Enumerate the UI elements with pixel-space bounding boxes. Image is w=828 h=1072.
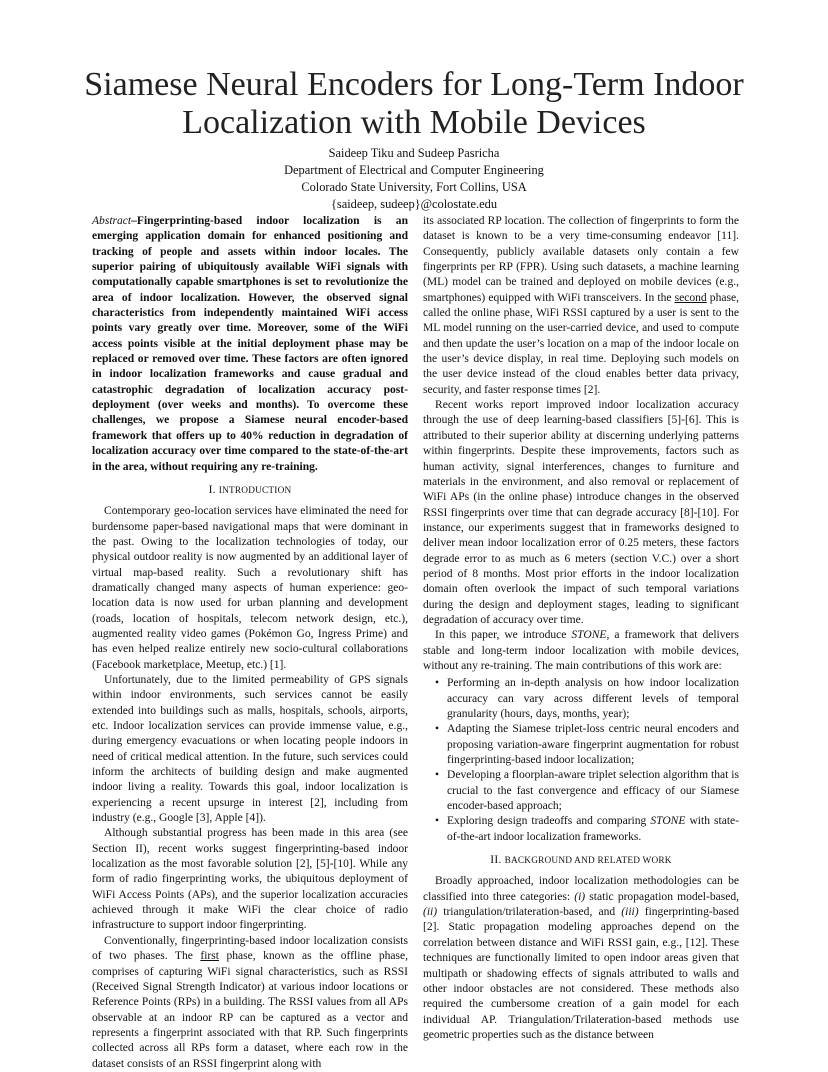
author-university: Colorado State University, Fort Collins, USA [301, 180, 527, 194]
text-run: triangulation/trilateration-based, and [437, 906, 622, 919]
underlined-word: first [200, 950, 219, 963]
text-run: static propagation model-based, [585, 890, 739, 903]
section-number: I. [208, 483, 216, 496]
left-column [92, 214, 408, 1072]
text-run: Broadly approached, indoor localization methodologies can be classified into three categories: [423, 875, 739, 903]
author-department: Department of Electrical and Computer Engineering [284, 163, 544, 177]
list-item [423, 814, 739, 845]
enum-marker: (ii) [423, 906, 438, 919]
text-run: , a framework that delivers stable and long-term indoor localization with mobile devices, without any re-training. The main contributions of this work are: [423, 629, 739, 672]
author-block [60, 145, 768, 213]
abstract-label: Abstract [92, 215, 132, 227]
paper-title: Siamese Neural Encoders for Long-Term Indoor Localization with Mobile Devices [84, 66, 744, 141]
intro-paragraph-1: Contemporary geo-location services have eliminated the need for burdensome paper-based navigational maps that were dominant in the past. Owing to the localization technologies of today, our physical outdoor reality is now augmented by an additional layer of virtual map-based reality. Such a revolutionary shift has dramatically changed many aspects of human experience: geo-location data is now used for urban planning and development (roads, location of hospitals, telecom network design, etc.), augmented reality video games (Pokémon Go, Ingress Prime) and has even helped realize entirely new socio-cultural collaborations (Facebook marketplace, Meetup, etc.) [1]. [92, 505, 408, 671]
list-item [423, 676, 739, 722]
bullet-icon: • [435, 815, 440, 828]
section-title: INTRODUCTION [218, 485, 292, 496]
intro-paragraph-3: Although substantial progress has been made in this area (see Section II), recent works suggest fingerprinting-based indoor localization as the most favorable solution [2], [5]-[10]. While any form of radio fingerprinting works, the ubiquitous deployment of WiFi Access Points (APs), and the superior localization accuracies achieved through it make WiFi the clear choice of radio infrastructure to support indoor fingerprinting. [92, 827, 408, 932]
list-item-text: Performing an in-depth analysis on how indoor localization accuracy can vary across different levels of temporal granularity (hours, days, months, year); [447, 677, 739, 720]
list-item-text: Exploring design tradeoffs and comparing [447, 815, 651, 828]
text-run: its associated RP location. The collection of fingerprints to form the dataset is known to be a very time-consuming endeavor [11]. Consequently, publicly available datasets only contain a few fingerprints per RP (FPR). Using such datasets, a machine learning (ML) model can be trained and deployed on mobile devices (e.g., smartphones) equipped with WiFi transceivers. In the [423, 215, 739, 304]
intro-paragraph-4 [92, 934, 408, 1072]
section-heading-background [423, 853, 739, 869]
text-run: phase, known as the offline phase, comprises of capturing WiFi signal characteristics, such as RSSI (Received Signal Strength Indicator) at various indoor locations or Reference Points (RPs) in a building. The RSSI values from all APs observable at an indoor RP can be captured as a vector and represents a fingerprint associated with that RP. Such fingerprints collected across all RPs form a dataset, where each row in the dataset consists of an RSSI fingerprint along with [92, 950, 409, 1070]
text-run: Conventionally, fingerprinting-based indoor localization consists of two phases. The [92, 934, 408, 963]
intro-paragraph-5: Recent works report improved indoor localization accuracy through the use of deep learning-based classifiers [5]-[6]. This is attributed to their superior ability at discerning underlying patterns within fingerprints. Despite these improvements, factors such as human activity, signal interferences, changes to furniture and materials in the environment, and also removal or replacement of WiFi APs (in the online phase) introduce changes in the observed RSSI fingerprints over time that can degrade accuracy [8]-[10]. For instance, our experiments suggest that in frameworks designed to deliver mean indoor localization error of 0.25 meters, these factors degrade error to as much as 6 meters (section V.C.) over a short period of 8 months. Most prior efforts in the indoor localization domain often overlook the impact of such temporal variations during the design and deployment stages, leading to significant degradation of accuracy over time. [423, 399, 739, 626]
enum-marker: (i) [574, 890, 586, 903]
intro-paragraph-4-continued [423, 214, 739, 398]
section-title: BACKGROUND AND RELATED WORK [504, 856, 672, 867]
right-column [423, 214, 739, 1043]
list-item [423, 722, 739, 768]
list-item-text: Adapting the Siamese triplet-loss centric neural encoders and proposing variation-aware fingerprint augmentation for robust fingerprinting-based indoor localization; [447, 723, 739, 767]
list-item [423, 768, 739, 814]
framework-name: STONE [571, 629, 607, 642]
enum-marker: (iii) [621, 906, 639, 919]
bullet-icon: • [435, 677, 440, 690]
list-item-text: with state-of-the-art indoor localization frameworks. [447, 815, 740, 843]
contribution-list [423, 676, 739, 845]
text-run: fingerprinting-based [2]. Static propagation modeling approaches depend on the correlation between distance and WiFi RSSI gain, e.g., [12]. These techniques are functionally limited to open indoor areas given that multipath or shadowing effects of signals attributed to walls and other indoor obstacles are not considered. These methods also required the cumbersome creation of a gain model for each individual AP. Triangulation/Trilateration-based methods use geometric properties such as the distance between [423, 906, 739, 1041]
text-run: In this paper, we introduce [435, 629, 572, 642]
list-item-text: Developing a floorplan-aware triplet selection algorithm that is crucial to the fast convergence and efficacy of our Siamese encoder-based approach; [447, 769, 739, 813]
text-run: phase, called the online phase, WiFi RSSI captured by a user is sent to the ML model running on the user-carried device, and used to compute and then update the user’s location on a map of the indoor locale on the user’s device display, in real time. Deploying such models on the user device instead of the cloud enables better data privacy, security, and faster response times [2]. [423, 291, 739, 396]
underlined-word: second [674, 291, 707, 304]
author-emails: {saideep, sudeep}@colostate.edu [330, 197, 498, 211]
bullet-icon: • [435, 769, 440, 782]
bullet-icon: • [435, 723, 440, 736]
intro-paragraph-6 [423, 628, 739, 674]
section-number: II. [490, 854, 502, 867]
abstract [92, 214, 408, 475]
section-heading-introduction [92, 483, 408, 499]
author-names: Saideep Tiku and Sudeep Pasricha [328, 146, 500, 160]
background-paragraph-1 [423, 874, 739, 1043]
abstract-text: –Fingerprinting-based indoor localization is an emerging application domain for enhanced positioning and tracking of people and assets within indoor locales. The superior pairing of ubiquitously available WiFi signals with computationally capable smartphones is set to revolutionize the area of indoor localization. However, the observed signal characteristics from independently maintained WiFi access points vary greatly over time. Moreover, some of the WiFi access points visible at the initial deployment phase may be replaced or removed over time. These factors are often ignored in indoor localization frameworks and cause gradual and catastrophic degradation of localization accuracy post-deployment (over weeks and months). To overcome these challenges, we propose a Siamese neural encoder-based framework that offers up to 40% reduction in degradation of localization accuracy over time compared to the state-of-the-art in the area, without requiring any re-training. [92, 215, 408, 473]
intro-paragraph-2: Unfortunately, due to the limited permeability of GPS signals within indoor environments, such services cannot be easily extended into buildings such as malls, hospitals, schools, airports, etc. Indoor localization services can provide immense value, e.g., during emergency evacuations or when locating people indoors in need of critical medical attention. In the future, such services could inform the architects of building design and make augmented indoor living a reality. Towards this goal, indoor localization is experiencing a recent upsurge in interest [2], including from industry (e.g., Google [3], Apple [4]). [92, 673, 408, 825]
framework-name: STONE [650, 815, 686, 828]
